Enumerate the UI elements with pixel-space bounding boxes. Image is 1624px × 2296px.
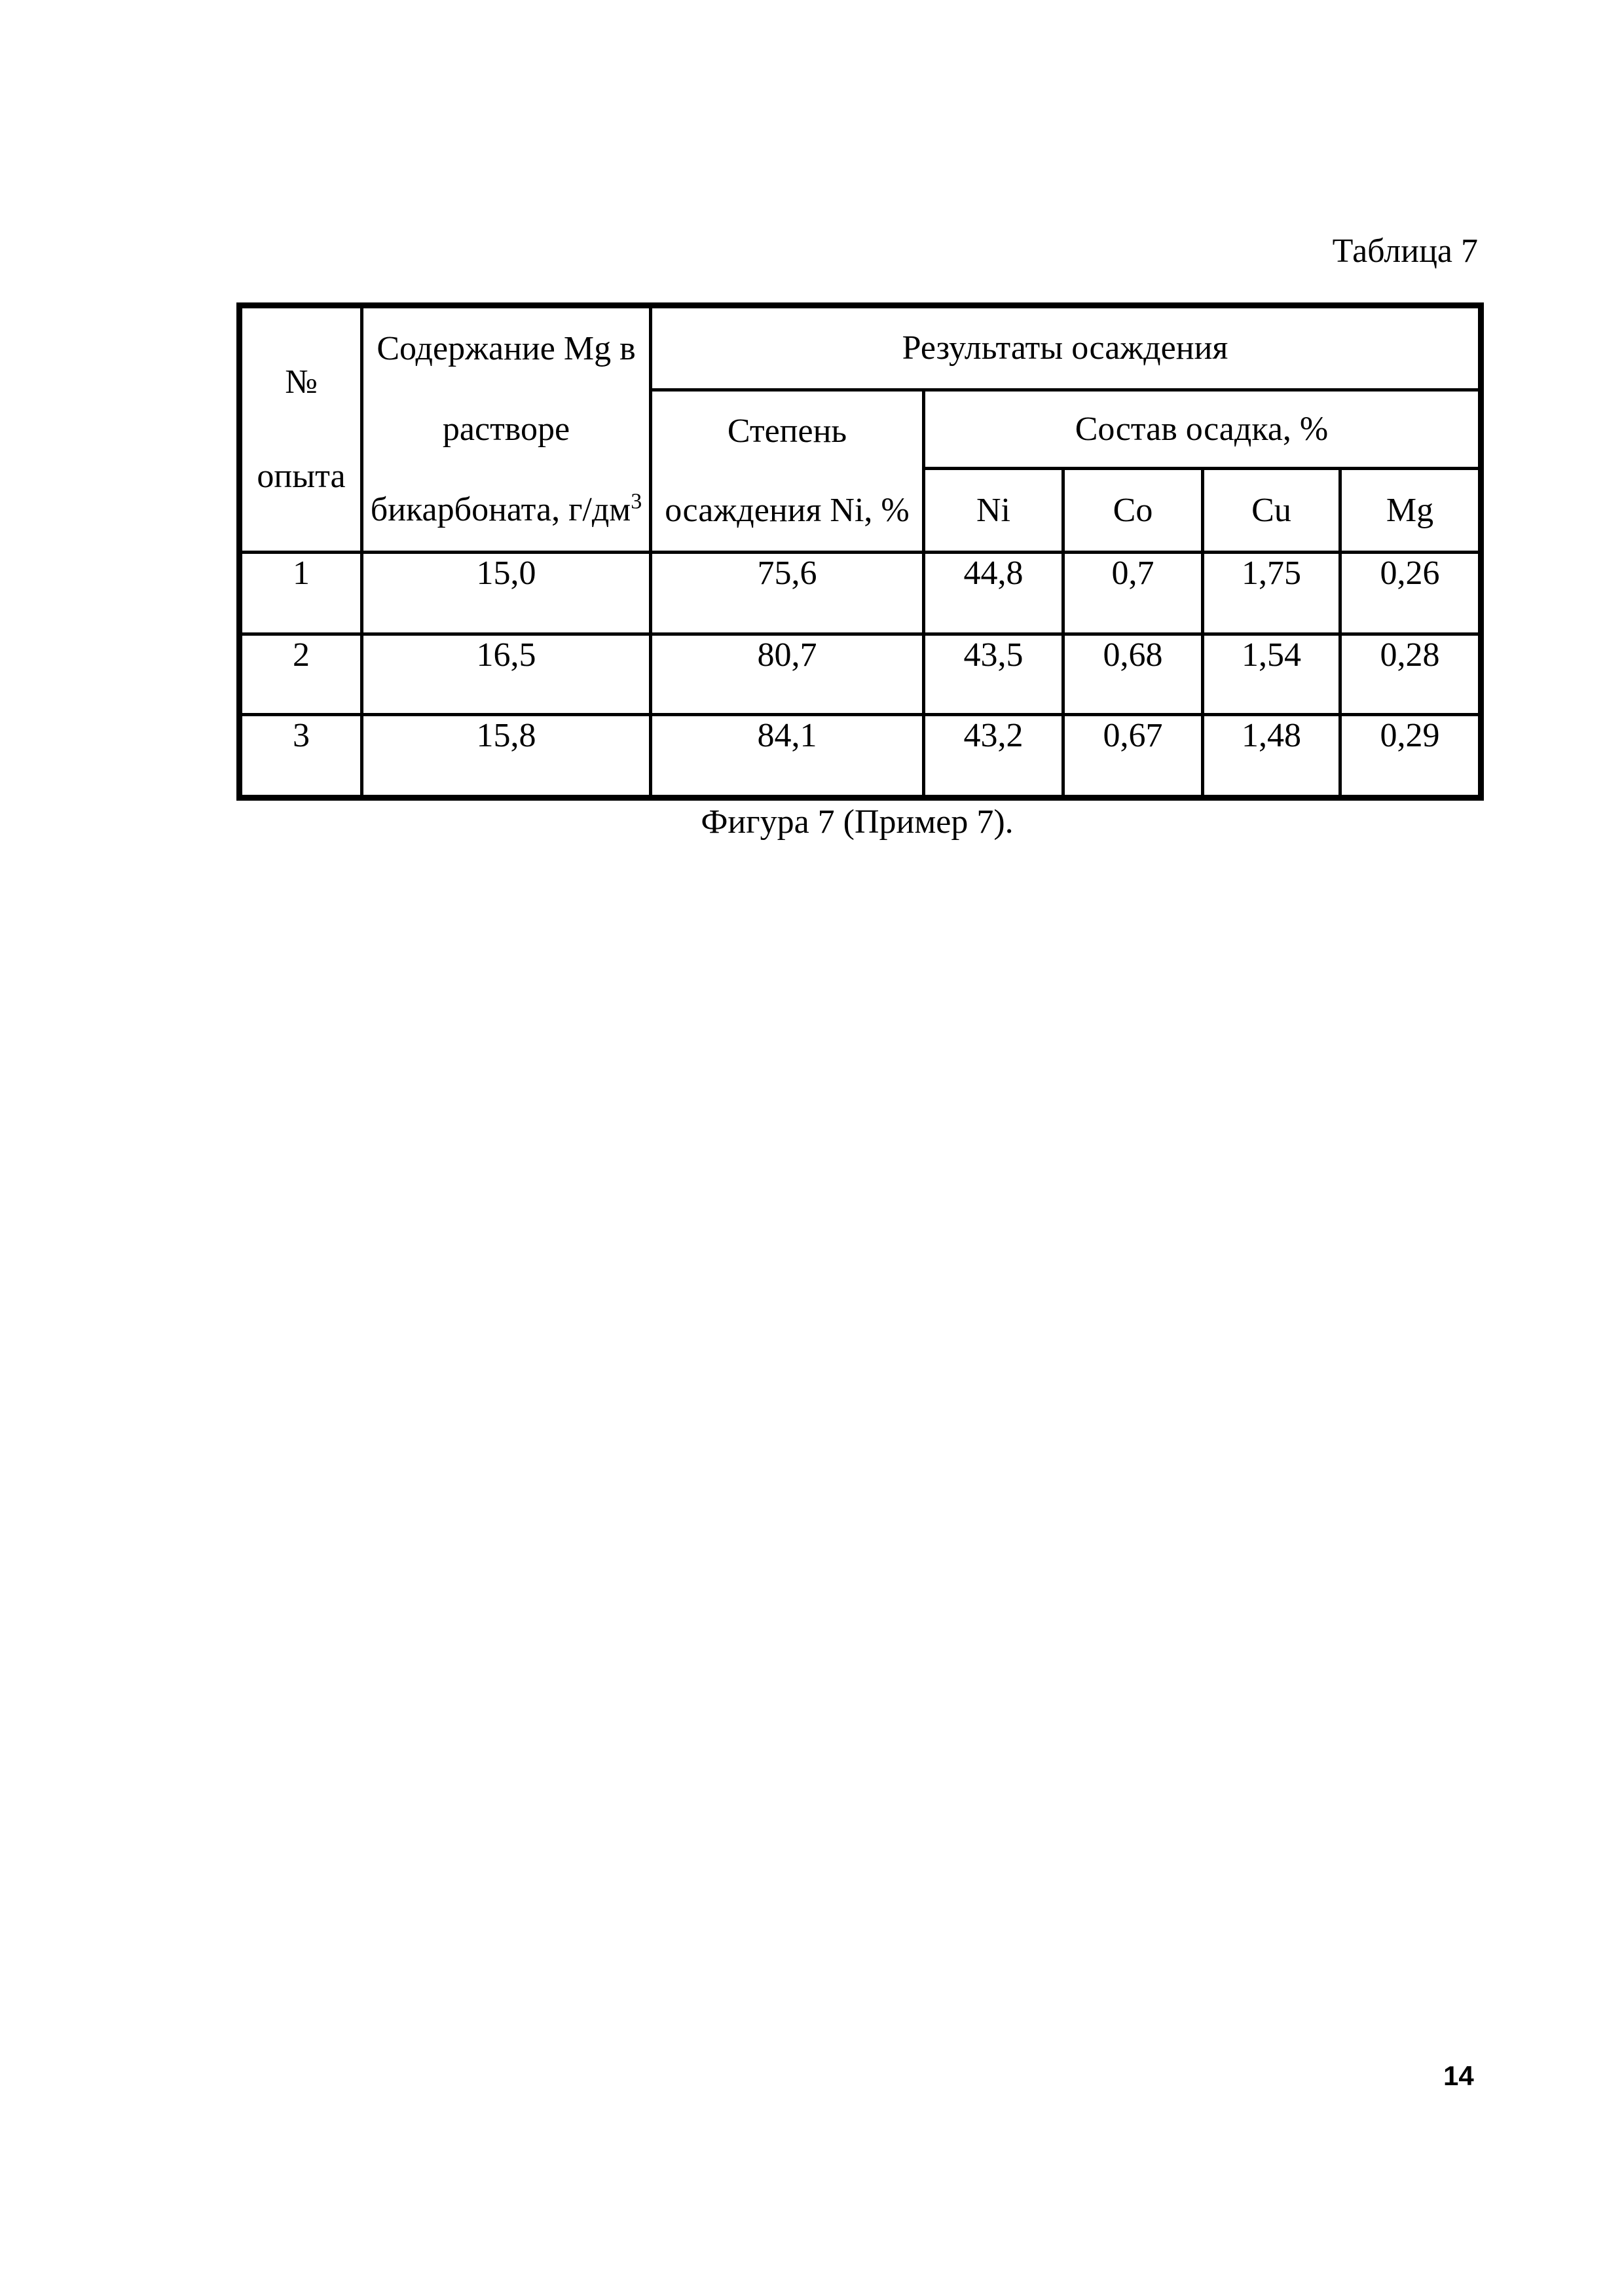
page-number: 14 [1443,2060,1474,2091]
header-mg-content-line1: Содержание Mg в [377,329,636,367]
header-results-label: Результаты осаждения [902,329,1228,367]
header-ni-degree-line2: осаждения Ni, % [665,492,910,530]
header-cell-composition [924,390,1481,469]
table-row [240,634,1481,715]
cell-cu: 1,54 [1203,634,1340,715]
cell-ni: 43,5 [924,634,1063,715]
table-row [240,715,1481,798]
figure-caption: Фигура 7 (Пример 7). [701,803,1014,841]
cell-mg-content: 15,0 [362,553,651,634]
cell-mg: 0,28 [1340,634,1481,715]
cell-ni: 44,8 [924,553,1063,634]
header-cell-element-co: Co [1063,469,1203,553]
cell-cu: 1,75 [1203,553,1340,634]
header-composition-label: Состав осадка, % [1075,410,1329,448]
header-mg-content-superscript: 3 [631,489,642,514]
cell-mg: 0,29 [1340,715,1481,798]
results-table [236,302,1484,801]
cell-ni-degree: 84,1 [651,715,924,798]
cell-mg: 0,26 [1340,553,1481,634]
header-row-results [240,306,1481,390]
cell-cu: 1,48 [1203,715,1340,798]
cell-mg-content: 15,8 [362,715,651,798]
cell-co: 0,68 [1063,634,1203,715]
header-cell-ni-degree [651,390,924,553]
table-title: Таблица 7 [1332,232,1478,270]
header-cell-element-ni: Ni [924,469,1063,553]
header-mg-content-line2: растворе [442,410,570,448]
header-ni-degree-line1: Степень [727,412,847,450]
cell-exp-no: 2 [240,634,362,715]
cell-ni: 43,2 [924,715,1063,798]
header-experiment-no-line1: № [285,363,318,401]
cell-co: 0,67 [1063,715,1203,798]
header-cell-element-mg: Mg [1340,469,1481,553]
table-row [240,553,1481,634]
cell-ni-degree: 75,6 [651,553,924,634]
cell-co: 0,7 [1063,553,1203,634]
header-experiment-no-line2: опыта [257,458,346,496]
header-mg-content-line3: бикарбоната, $г/дм^3$ [370,489,642,529]
cell-ni-degree: 80,7 [651,634,924,715]
header-cell-experiment-no [240,306,362,553]
header-cell-element-cu: Cu [1203,469,1340,553]
header-cell-results [651,306,1481,390]
header-cell-mg-content [362,306,651,553]
cell-exp-no: 1 [240,553,362,634]
cell-mg-content: 16,5 [362,634,651,715]
cell-exp-no: 3 [240,715,362,798]
